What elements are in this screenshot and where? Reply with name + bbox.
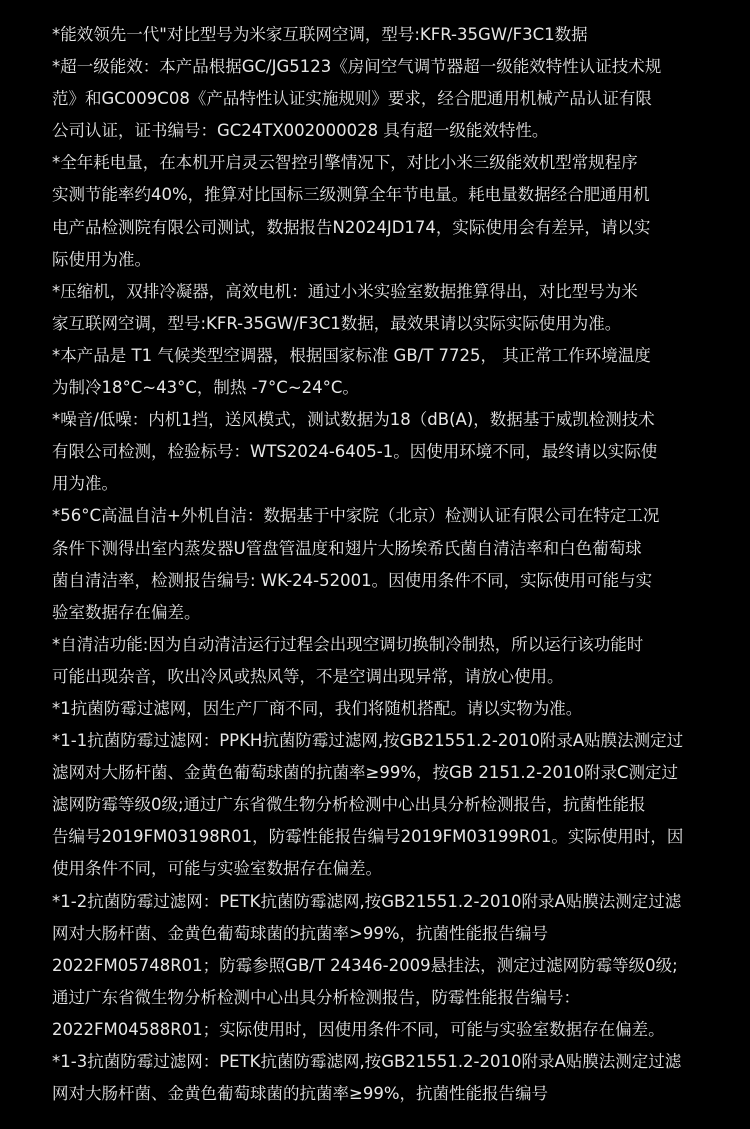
note-line-super-level-2: 范》和GC009C08《产品特性认证实施规则》要求，经合肥通用机械产品认证有限 — [52, 89, 652, 109]
note-line-filter-1-1-b: 滤网对大肠杆菌、金黄色葡萄球菌的抗菌率≥99%，按GB 2151.2-2010附录C测定过 — [52, 763, 679, 783]
note-line-noise-3: 用为准。 — [52, 474, 118, 494]
note-line-super-level-1: *超一级能效：本产品根据GC/JG5123《房间空气调节器超一级能效特性认证技术规 — [52, 57, 662, 77]
note-line-filter-1-3-b: 网对大肠杆菌、金黄色葡萄球菌的抗菌率≥99%，抗菌性能报告编号 — [52, 1084, 548, 1104]
note-line-climate-type-1: *本产品是 T1 气候类型空调器，根据国家标准 GB/T 7725， 其正常工作环境温度 — [52, 345, 651, 365]
note-line-climate-type-2: 为制冷18°C~43°C，制热 -7°C~24°C。 — [52, 378, 359, 398]
note-line-self-clean-56-3: 菌自清洁率，检测报告编号: WK-24-52001。因使用条件不同，实际使用可能与实 — [52, 570, 653, 590]
note-line-noise-2: 有限公司检测，检验标号：WTS2024-6405-1。因使用环境不同，最终请以实际使 — [52, 442, 658, 462]
note-line-filter-1-1-d: 告编号2019FM03198R01，防霉性能报告编号2019FM03199R01。实际使用时，因 — [52, 827, 684, 847]
note-line-annual-power-2: 实测节能率约40%，推算对比国标三级测算全年节电量。耗电量数据经合肥通用机 — [52, 185, 650, 205]
note-line-energy-efficiency: *能效领先一代"对比型号为米家互联网空调，型号:KFR-35GW/F3C1数据 — [52, 25, 588, 44]
note-line-filter-1-1-e: 使用条件不同，可能与实验室数据存在偏差。 — [52, 859, 382, 879]
note-line-annual-power-1: *全年耗电量，在本机开启灵云智控引擎情况下，对比小米三级能效机型常规程序 — [52, 153, 638, 173]
note-line-filter-1-2-c: 2022FM05748R01；防霉参照GB/T 24346-2009悬挂法，测定过滤网防霉等级0级; — [52, 955, 678, 975]
note-line-self-clean-56-1: *56°C高温自洁+外机自洁：数据基于中家院（北京）检测认证有限公司在特定工况 — [52, 506, 660, 526]
note-line-noise-1: *噪音/低噪：内机1挡，送风模式，测试数据为18（dB(A)，数据基于威凯检测技术 — [52, 410, 655, 430]
note-line-annual-power-3: 电产品检测院有限公司测试，数据报告N2024JD174，实际使用会有差异，请以实 — [52, 217, 651, 237]
note-line-filter-1-1-c: 滤网防霉等级0级;通过广东省微生物分析检测中心出具分析检测报告，抗菌性能报 — [52, 795, 646, 815]
note-line-compressor-2: 家互联网空调，型号:KFR-35GW/F3C1数据，最效果请以实际实际使用为准。 — [52, 313, 622, 333]
note-line-compressor-1: *压缩机，双排冷凝器，高效电机：通过小米实验室数据推算得出，对比型号为米 — [52, 281, 638, 301]
note-line-self-clean-56-2: 条件下测得出室内蒸发器U管盘管温度和翅片大肠埃希氏菌自清洁率和白色葡萄球 — [52, 538, 642, 558]
note-line-self-clean-function-1: *自清洁功能:因为自动清洁运行过程会出现空调切换制冷制热，所以运行该功能时 — [52, 634, 644, 654]
note-line-annual-power-4: 际使用为准。 — [52, 249, 151, 269]
disclaimer-notes — [52, 19, 702, 1110]
note-line-self-clean-function-2: 可能出现杂音，吹出冷风或热风等，不是空调出现异常，请放心使用。 — [52, 666, 564, 686]
note-line-filter-1-2-a: *1-2抗菌防霉过滤网：PETK抗菌防霉滤网,按GB21551.2-2010附录A贴膜法测定过滤 — [52, 891, 682, 911]
note-line-filter-general: *1抗菌防霉过滤网，因生产厂商不同，我们将随机搭配。请以实物为准。 — [52, 698, 583, 718]
note-line-self-clean-56-4: 验室数据存在偏差。 — [52, 602, 201, 622]
note-line-filter-1-2-d: 通过广东省微生物分析检测中心出具分析检测报告，防霉性能报告编号： — [52, 987, 580, 1007]
note-line-filter-1-2-e: 2022FM04588R01；实际使用时，因使用条件不同，可能与实验室数据存在偏差。 — [52, 1019, 665, 1039]
note-line-filter-1-1-a: *1-1抗菌防霉过滤网：PPKH抗菌防霉过滤网,按GB21551.2-2010附录A贴膜法测定过 — [52, 731, 684, 751]
note-line-filter-1-3-a: *1-3抗菌防霉过滤网：PETK抗菌防霉滤网,按GB21551.2-2010附录A贴膜法测定过滤 — [52, 1052, 682, 1071]
note-line-filter-1-2-b: 网对大肠杆菌、金黄色葡萄球菌的抗菌率>99%，抗菌性能报告编号 — [52, 923, 548, 943]
note-line-super-level-3: 公司认证，证书编号：GC24TX002000028 具有超一级能效特性。 — [52, 121, 549, 141]
